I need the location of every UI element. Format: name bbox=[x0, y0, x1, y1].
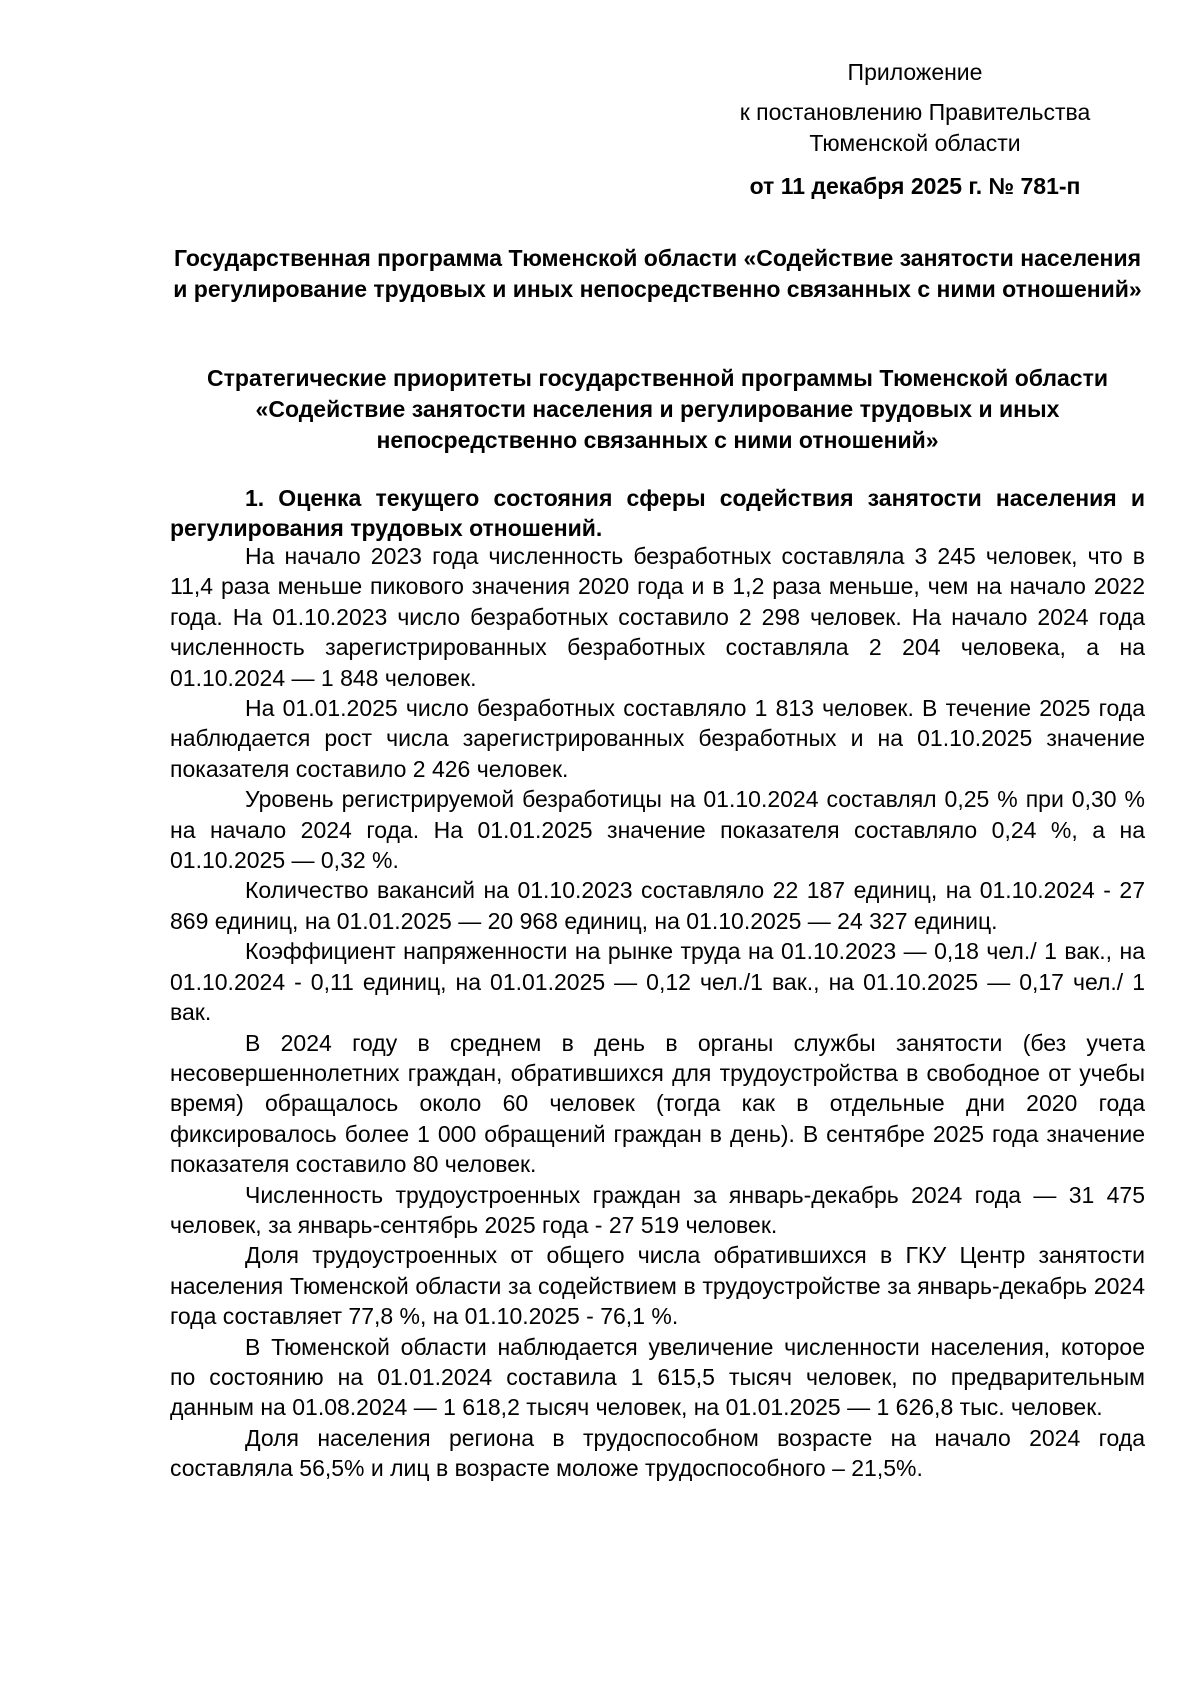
paragraph: Численность трудоустроенных граждан за январь-декабрь 2024 года — 31 475 человек, за январь-сентябрь 2025 года - 27 519 человек. bbox=[170, 1181, 1145, 1238]
body-text bbox=[170, 541, 1145, 1484]
paragraph: Уровень регистрируемой безработицы на 01.10.2024 составлял 0,25 % при 0,30 % на начало 2024 года. На 01.01.2025 значение показателя составляло 0,24 %, а на 01.10.2025 — 0,32 %. bbox=[170, 786, 1145, 874]
appendix-resolution-ref: к постановлению Правительства bbox=[739, 99, 1091, 125]
paragraph: В Тюменской области наблюдается увеличение численности населения, которое по состоянию на 01.01.2024 составила 1 615,5 тысяч человек, по предварительным данным на 01.08.2024 — 1 618,2 тысяч человек, на 01.01.2025 — 1 626,8 тыс. человек. bbox=[170, 1333, 1145, 1421]
program-title: Государственная программа Тюменской области «Содействие занятости населения и регулирование трудовых и иных непосредственно связанных с ними отношений» bbox=[173, 245, 1142, 302]
appendix-region: Тюменской области bbox=[809, 130, 1021, 156]
paragraph: Доля населения региона в трудоспособном возрасте на начало 2024 года составляла 56,5% и лиц в возрасте моложе трудоспособного – 21,5%. bbox=[170, 1424, 1145, 1482]
paragraph: На начало 2023 года численность безработных составляла 3 245 человек, что в 11,4 раза меньше пикового значения 2020 года и в 1,2 раза меньше, чем на начало 2022 года. На 01.10.2023 число безработных составило 2 298 человек. На начало 2024 года численность зарегистрированных безработных составляла 2 204 человека, а на 01.10.2024 — 1 848 человек. bbox=[170, 543, 1145, 691]
paragraph: В 2024 году в среднем в день в органы службы занятости (без учета несовершеннолетних граждан, обратившихся для трудоустройства в свободное от учебы время) обращалось около 60 человек (тогда как в отдельные дни 2020 года фиксировалось более 1 000 обращений граждан в день). В сентябре 2025 года значение показателя составило 80 человек. bbox=[170, 1029, 1145, 1178]
paragraph: Количество вакансий на 01.10.2023 составляло 22 187 единиц, на 01.10.2024 - 27 869 единиц, на 01.01.2025 — 20 968 единиц, на 01.10.2025 — 24 327 единиц. bbox=[170, 877, 1145, 934]
paragraph: На 01.01.2025 число безработных составляло 1 813 человек. В течение 2025 года наблюдается рост числа зарегистрированных безработных и на 01.10.2025 значение показателя составило 2 426 человек. bbox=[170, 695, 1145, 782]
section-heading: 1. Оценка текущего состояния сферы содействия занятости населения и регулирования трудовых отношений. bbox=[170, 485, 1145, 541]
paragraph: Коэффициент напряженности на рынке труда на 01.10.2023 — 0,18 чел./ 1 вак., на 01.10.2024 - 0,11 единиц, на 01.01.2025 — 0,12 чел./1 вак., на 01.10.2025 — 0,17 чел./ 1 вак. bbox=[170, 938, 1145, 1026]
appendix-date-number: от 11 декабря 2025 г. № 781-п bbox=[749, 173, 1081, 199]
paragraph: Доля трудоустроенных от общего числа обратившихся в ГКУ Центр занятости населения Тюменской области за содействием в трудоустройстве за январь-декабрь 2024 года составляет 77,8 %, на 01.10.2025 - 76,1 %. bbox=[170, 1242, 1145, 1330]
priorities-title: Стратегические приоритеты государственной программы Тюменской области «Содействие занятости населения и регулирование трудовых и иных непосредственно связанных с ними отношений» bbox=[207, 365, 1108, 453]
appendix-label: Приложение bbox=[847, 59, 983, 85]
